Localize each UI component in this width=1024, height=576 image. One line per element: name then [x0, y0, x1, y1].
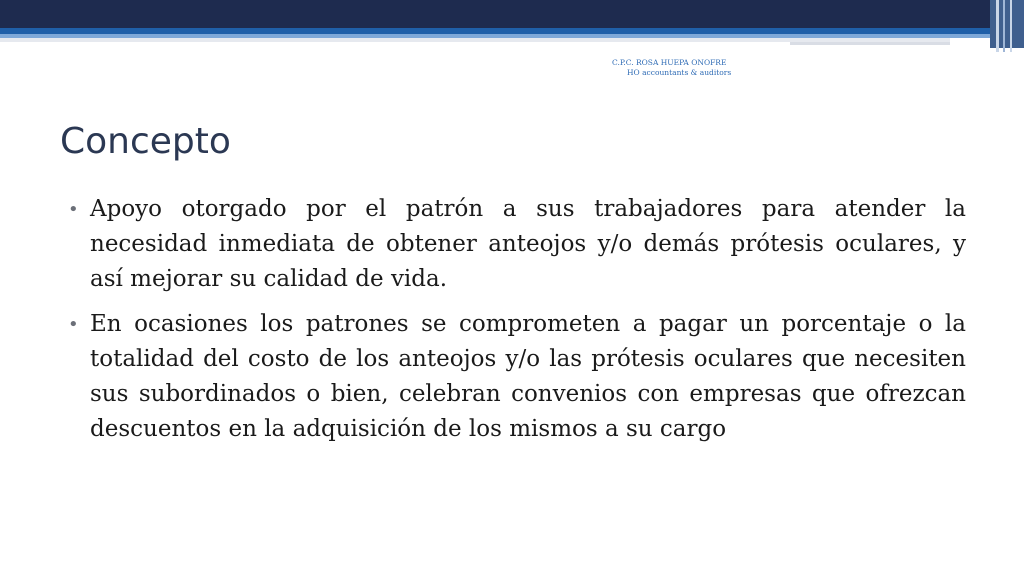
header-note — [612, 58, 731, 78]
decorative-corner-line — [1010, 0, 1012, 52]
decorative-corner-line — [996, 0, 999, 52]
slide-title: Concepto — [60, 121, 231, 162]
bullet-list — [68, 192, 966, 457]
bullet-icon: • — [68, 199, 79, 220]
bullet-icon: • — [68, 314, 79, 335]
bullet-item — [68, 307, 966, 447]
decorative-corner-line — [1003, 0, 1005, 52]
header-note-line1: C.P.C. ROSA HUEPA ONOFRE — [612, 58, 727, 67]
header-note-line2: HO accountants & auditors — [627, 68, 732, 77]
bullet-item — [68, 192, 966, 297]
bullet-text: En ocasiones los patrones se comprometen a pagar un porcentaje o la totalidad del costo de los anteojos y/o las prótesis oculares que necesiten sus subordinados o bien, celebran convenios con empresas que ofrezcan descuentos en la adquisición de los mismos a su cargo — [90, 311, 966, 442]
top-decorative-band — [0, 0, 1024, 28]
decorative-stripe-grey-short — [790, 42, 950, 45]
bullet-text: Apoyo otorgado por el patrón a sus trabajadores para atender la necesidad inmediata de obtener anteojos y/o demás prótesis oculares, y así mejorar su calidad de vida. — [90, 196, 966, 292]
